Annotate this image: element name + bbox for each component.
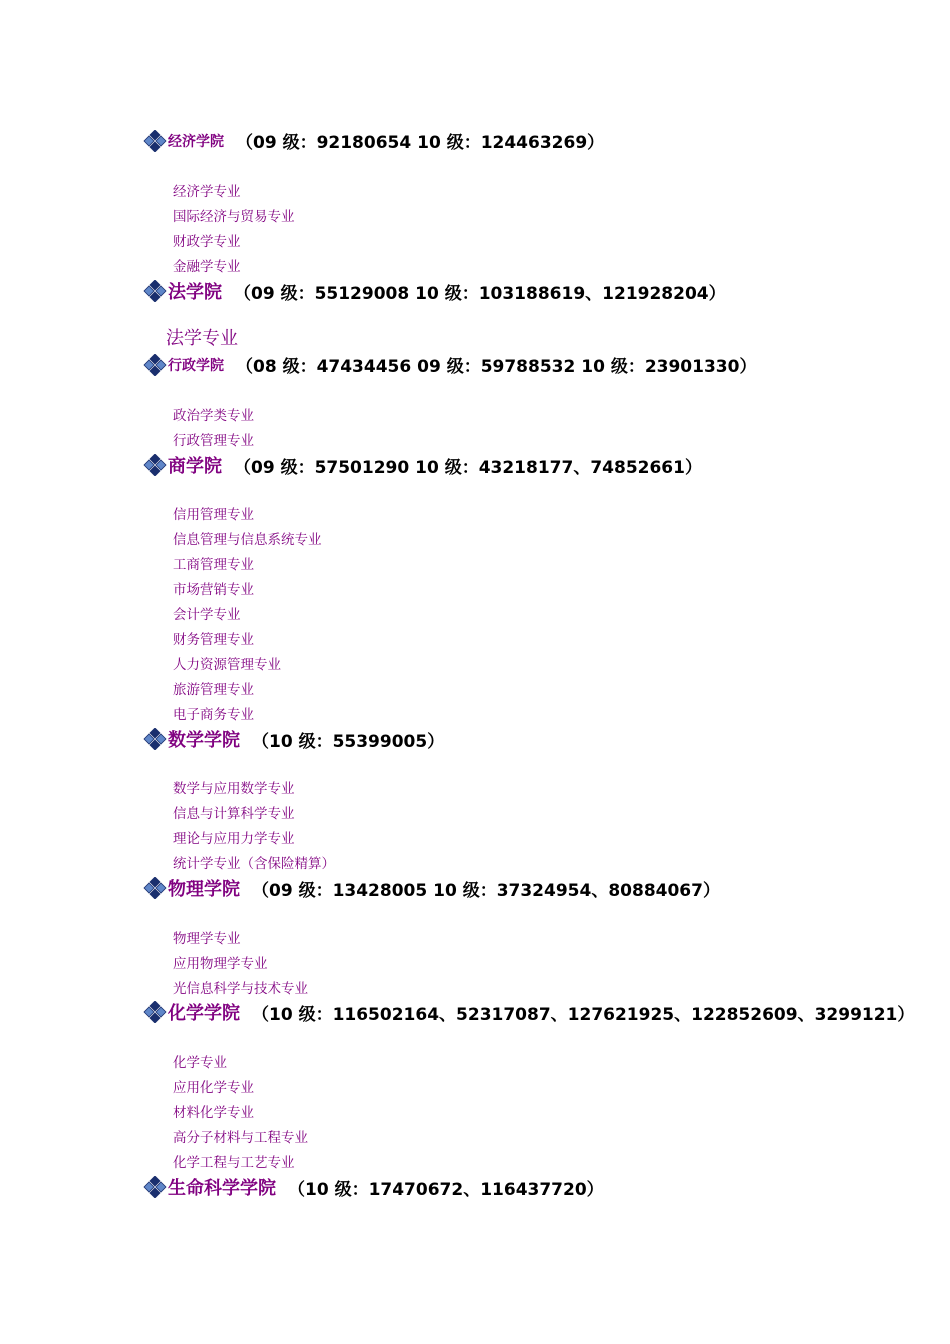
- college-group-ids: （09 级：13428005 10 级：37324954、80884067）: [252, 880, 720, 901]
- college-name: 生命科学学院: [168, 1178, 276, 1199]
- college-name: 商学院: [168, 456, 222, 477]
- college-heading: [143, 352, 756, 377]
- major-item: 会计学专业: [173, 607, 241, 623]
- major-item: 信息与计算科学专业: [173, 806, 295, 822]
- major-item: 信息管理与信息系统专业: [173, 532, 322, 548]
- college-name: 物理学院: [168, 879, 240, 900]
- college-name: 化学学院: [168, 1003, 240, 1024]
- major-item: 政治学类专业: [173, 408, 254, 424]
- major-item: 工商管理专业: [173, 557, 254, 573]
- diamond-cluster-icon: [143, 130, 167, 152]
- major-item: 物理学专业: [173, 931, 241, 947]
- major-item: 化学工程与工艺专业: [173, 1155, 295, 1171]
- major-item: 人力资源管理专业: [173, 657, 281, 673]
- college-name: 行政学院: [168, 357, 224, 374]
- major-item: 市场营销专业: [173, 582, 254, 598]
- college-heading: [143, 278, 726, 304]
- college-group-ids: （10 级：55399005）: [252, 731, 445, 752]
- college-heading: [143, 875, 720, 901]
- major-item: 国际经济与贸易专业: [173, 209, 295, 225]
- major-item: 法学专业: [166, 328, 238, 349]
- college-heading: [143, 1174, 604, 1200]
- college-heading: [143, 452, 702, 478]
- college-name: 法学院: [168, 282, 222, 303]
- college-heading: [143, 999, 914, 1025]
- diamond-cluster-icon: [143, 1176, 167, 1198]
- major-item: 信用管理专业: [173, 507, 254, 523]
- major-item: 光信息科学与技术专业: [173, 981, 308, 997]
- college-heading: [143, 128, 604, 153]
- major-item: 财务管理专业: [173, 632, 254, 648]
- college-name: 经济学院: [168, 133, 224, 150]
- college-group-ids: （10 级：116502164、52317087、127621925、122852609、3299121）: [252, 1004, 915, 1025]
- diamond-cluster-icon: [143, 728, 167, 750]
- major-item: 金融学专业: [173, 259, 241, 275]
- major-item: 旅游管理专业: [173, 682, 254, 698]
- diamond-cluster-icon: [143, 280, 167, 302]
- college-heading: [143, 726, 444, 752]
- major-item: 财政学专业: [173, 234, 241, 250]
- major-item: 应用化学专业: [173, 1080, 254, 1096]
- major-item: 材料化学专业: [173, 1105, 254, 1121]
- diamond-cluster-icon: [143, 1001, 167, 1023]
- college-group-ids: （09 级：55129008 10 级：103188619、121928204）: [234, 283, 726, 304]
- college-group-ids: （08 级：47434456 09 级：59788532 10 级：23901330）: [236, 357, 757, 377]
- diamond-cluster-icon: [143, 877, 167, 899]
- diamond-cluster-icon: [143, 454, 167, 476]
- major-item: 理论与应用力学专业: [173, 831, 295, 847]
- college-name: 数学学院: [168, 730, 240, 751]
- major-item: 化学专业: [173, 1055, 227, 1071]
- major-item: 经济学专业: [173, 184, 241, 200]
- college-group-ids: （09 级：92180654 10 级：124463269）: [236, 133, 605, 153]
- major-item: 高分子材料与工程专业: [173, 1130, 308, 1146]
- college-group-ids: （09 级：57501290 10 级：43218177、74852661）: [234, 457, 702, 478]
- major-item: 电子商务专业: [173, 707, 254, 723]
- major-item: 行政管理专业: [173, 433, 254, 449]
- college-group-ids: （10 级：17470672、116437720）: [288, 1179, 604, 1200]
- major-item: 应用物理学专业: [173, 956, 268, 972]
- major-item: 统计学专业（含保险精算）: [173, 856, 335, 872]
- major-item: 数学与应用数学专业: [173, 781, 295, 797]
- diamond-cluster-icon: [143, 354, 167, 376]
